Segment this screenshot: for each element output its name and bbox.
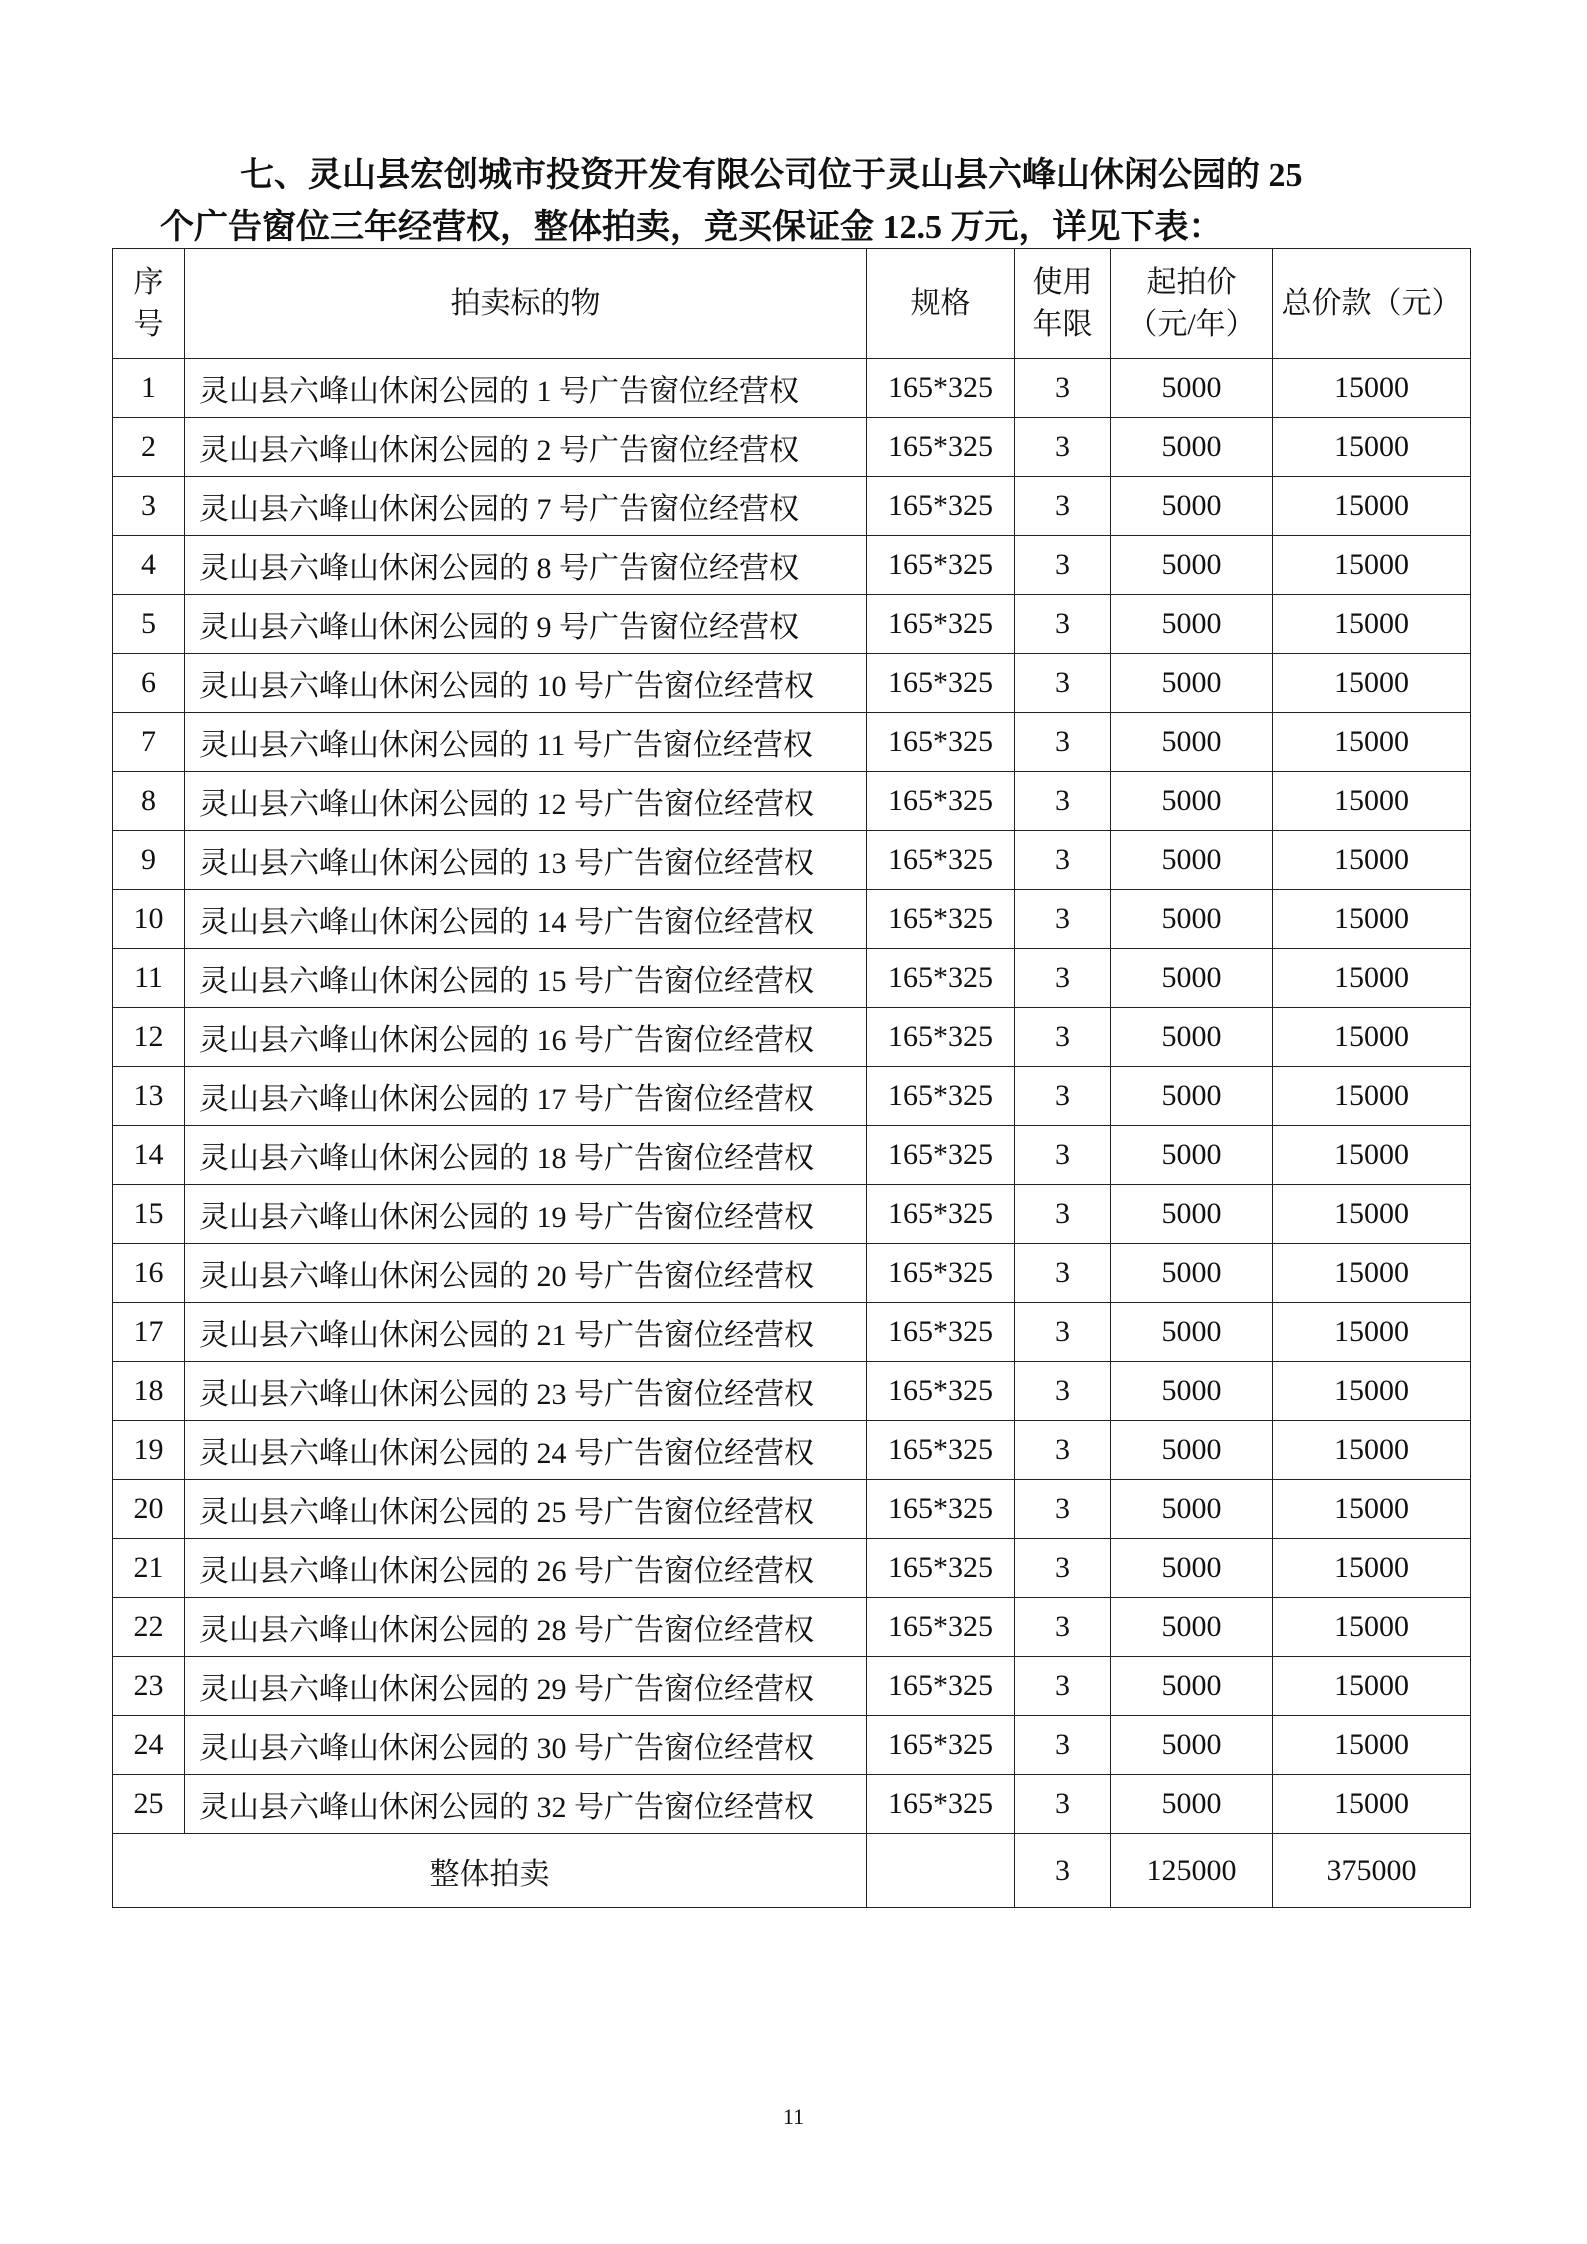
row-total: 15000 [1273, 890, 1471, 949]
row-price: 5000 [1111, 831, 1273, 890]
row-spec: 165*325 [867, 1421, 1015, 1480]
table-row [113, 1716, 1471, 1775]
row-spec: 165*325 [867, 1185, 1015, 1244]
row-no: 4 [113, 536, 185, 595]
table-row [113, 477, 1471, 536]
row-item: 灵山县六峰山休闲公园的 24 号广告窗位经营权 [185, 1421, 867, 1480]
header-item: 拍卖标的物 [185, 249, 867, 359]
row-spec: 165*325 [867, 1480, 1015, 1539]
row-total: 15000 [1273, 1716, 1471, 1775]
intro-paragraph [160, 150, 1460, 254]
row-item: 灵山县六峰山休闲公园的 25 号广告窗位经营权 [185, 1480, 867, 1539]
row-spec: 165*325 [867, 1008, 1015, 1067]
row-total: 15000 [1273, 1008, 1471, 1067]
row-price: 5000 [1111, 1362, 1273, 1421]
row-total: 15000 [1273, 1598, 1471, 1657]
row-years: 3 [1015, 595, 1111, 654]
row-spec: 165*325 [867, 418, 1015, 477]
row-no: 14 [113, 1126, 185, 1185]
row-years: 3 [1015, 1303, 1111, 1362]
summary-total: 375000 [1273, 1834, 1471, 1908]
row-spec: 165*325 [867, 1716, 1015, 1775]
row-years: 3 [1015, 1362, 1111, 1421]
header-no-line2: 号 [133, 307, 164, 341]
table-row [113, 1539, 1471, 1598]
row-years: 3 [1015, 654, 1111, 713]
row-price: 5000 [1111, 477, 1273, 536]
row-item: 灵山县六峰山休闲公园的 21 号广告窗位经营权 [185, 1303, 867, 1362]
header-no [113, 249, 185, 359]
table-row [113, 1657, 1471, 1716]
table-row [113, 713, 1471, 772]
row-item: 灵山县六峰山休闲公园的 32 号广告窗位经营权 [185, 1775, 867, 1834]
row-price: 5000 [1111, 1126, 1273, 1185]
row-no: 19 [113, 1421, 185, 1480]
row-total: 15000 [1273, 1362, 1471, 1421]
row-price: 5000 [1111, 1185, 1273, 1244]
table-row [113, 1775, 1471, 1834]
row-total: 15000 [1273, 1480, 1471, 1539]
row-total: 15000 [1273, 1421, 1471, 1480]
row-no: 24 [113, 1716, 185, 1775]
row-item: 灵山县六峰山休闲公园的 26 号广告窗位经营权 [185, 1539, 867, 1598]
row-years: 3 [1015, 713, 1111, 772]
row-no: 23 [113, 1657, 185, 1716]
row-spec: 165*325 [867, 1598, 1015, 1657]
row-price: 5000 [1111, 890, 1273, 949]
table-row [113, 1185, 1471, 1244]
row-total: 15000 [1273, 418, 1471, 477]
row-item: 灵山县六峰山休闲公园的 12 号广告窗位经营权 [185, 772, 867, 831]
row-price: 5000 [1111, 772, 1273, 831]
row-years: 3 [1015, 536, 1111, 595]
row-no: 21 [113, 1539, 185, 1598]
summary-years: 3 [1015, 1834, 1111, 1908]
row-spec: 165*325 [867, 536, 1015, 595]
table-header-row [113, 249, 1471, 359]
row-no: 7 [113, 713, 185, 772]
row-years: 3 [1015, 772, 1111, 831]
row-spec: 165*325 [867, 772, 1015, 831]
row-spec: 165*325 [867, 1126, 1015, 1185]
table-row [113, 1421, 1471, 1480]
row-years: 3 [1015, 890, 1111, 949]
row-no: 15 [113, 1185, 185, 1244]
row-spec: 165*325 [867, 713, 1015, 772]
table-row [113, 418, 1471, 477]
row-spec: 165*325 [867, 595, 1015, 654]
header-years [1015, 249, 1111, 359]
table-row [113, 1598, 1471, 1657]
row-total: 15000 [1273, 1303, 1471, 1362]
header-years-line2: 年限 [1032, 307, 1093, 341]
row-item: 灵山县六峰山休闲公园的 13 号广告窗位经营权 [185, 831, 867, 890]
row-total: 15000 [1273, 595, 1471, 654]
row-no: 25 [113, 1775, 185, 1834]
row-spec: 165*325 [867, 1539, 1015, 1598]
row-item: 灵山县六峰山休闲公园的 14 号广告窗位经营权 [185, 890, 867, 949]
table-row [113, 1362, 1471, 1421]
header-no-line1: 序 [133, 265, 164, 299]
row-no: 3 [113, 477, 185, 536]
row-item: 灵山县六峰山休闲公园的 1 号广告窗位经营权 [185, 359, 867, 418]
table-row [113, 1126, 1471, 1185]
row-years: 3 [1015, 477, 1111, 536]
row-total: 15000 [1273, 536, 1471, 595]
table-row [113, 536, 1471, 595]
row-total: 15000 [1273, 1775, 1471, 1834]
row-no: 1 [113, 359, 185, 418]
row-price: 5000 [1111, 1598, 1273, 1657]
row-item: 灵山县六峰山休闲公园的 2 号广告窗位经营权 [185, 418, 867, 477]
row-years: 3 [1015, 1598, 1111, 1657]
row-item: 灵山县六峰山休闲公园的 23 号广告窗位经营权 [185, 1362, 867, 1421]
table-row [113, 1067, 1471, 1126]
row-spec: 165*325 [867, 949, 1015, 1008]
row-item: 灵山县六峰山休闲公园的 28 号广告窗位经营权 [185, 1598, 867, 1657]
row-no: 5 [113, 595, 185, 654]
row-no: 22 [113, 1598, 185, 1657]
row-price: 5000 [1111, 1067, 1273, 1126]
row-years: 3 [1015, 359, 1111, 418]
row-no: 8 [113, 772, 185, 831]
header-spec: 规格 [867, 249, 1015, 359]
row-spec: 165*325 [867, 1067, 1015, 1126]
row-spec: 165*325 [867, 359, 1015, 418]
row-spec: 165*325 [867, 831, 1015, 890]
row-total: 15000 [1273, 1067, 1471, 1126]
row-years: 3 [1015, 1657, 1111, 1716]
row-total: 15000 [1273, 1657, 1471, 1716]
row-total: 15000 [1273, 1244, 1471, 1303]
table-row [113, 831, 1471, 890]
row-years: 3 [1015, 1244, 1111, 1303]
row-years: 3 [1015, 1421, 1111, 1480]
row-no: 9 [113, 831, 185, 890]
row-price: 5000 [1111, 1303, 1273, 1362]
row-price: 5000 [1111, 1657, 1273, 1716]
row-years: 3 [1015, 418, 1111, 477]
row-total: 15000 [1273, 831, 1471, 890]
row-years: 3 [1015, 1539, 1111, 1598]
row-total: 15000 [1273, 949, 1471, 1008]
table-row [113, 1244, 1471, 1303]
row-price: 5000 [1111, 1244, 1273, 1303]
row-total: 15000 [1273, 654, 1471, 713]
row-price: 5000 [1111, 949, 1273, 1008]
row-no: 16 [113, 1244, 185, 1303]
row-years: 3 [1015, 831, 1111, 890]
row-no: 2 [113, 418, 185, 477]
intro-line-2: 个广告窗位三年经营权，整体拍卖，竞买保证金 12.5 万元，详见下表： [160, 209, 1223, 246]
row-spec: 165*325 [867, 890, 1015, 949]
row-item: 灵山县六峰山休闲公园的 16 号广告窗位经营权 [185, 1008, 867, 1067]
row-no: 12 [113, 1008, 185, 1067]
row-years: 3 [1015, 1067, 1111, 1126]
row-total: 15000 [1273, 359, 1471, 418]
row-spec: 165*325 [867, 1244, 1015, 1303]
header-years-line1: 使用 [1032, 265, 1093, 299]
row-spec: 165*325 [867, 1303, 1015, 1362]
header-price-line2: （元/年） [1127, 307, 1256, 341]
row-price: 5000 [1111, 1539, 1273, 1598]
row-no: 6 [113, 654, 185, 713]
row-item: 灵山县六峰山休闲公园的 11 号广告窗位经营权 [185, 713, 867, 772]
row-no: 17 [113, 1303, 185, 1362]
row-years: 3 [1015, 1775, 1111, 1834]
row-no: 10 [113, 890, 185, 949]
table-row [113, 595, 1471, 654]
row-spec: 165*325 [867, 477, 1015, 536]
row-price: 5000 [1111, 536, 1273, 595]
header-price [1111, 249, 1273, 359]
row-price: 5000 [1111, 1716, 1273, 1775]
row-price: 5000 [1111, 418, 1273, 477]
row-years: 3 [1015, 1480, 1111, 1539]
summary-row [113, 1834, 1471, 1908]
row-item: 灵山县六峰山休闲公园的 17 号广告窗位经营权 [185, 1067, 867, 1126]
summary-spec [867, 1834, 1015, 1908]
row-no: 20 [113, 1480, 185, 1539]
row-years: 3 [1015, 1126, 1111, 1185]
row-total: 15000 [1273, 772, 1471, 831]
row-price: 5000 [1111, 1775, 1273, 1834]
summary-label: 整体拍卖 [113, 1834, 867, 1908]
row-years: 3 [1015, 1716, 1111, 1775]
row-item: 灵山县六峰山休闲公园的 9 号广告窗位经营权 [185, 595, 867, 654]
table-row [113, 654, 1471, 713]
table-row [113, 890, 1471, 949]
row-no: 18 [113, 1362, 185, 1421]
row-price: 5000 [1111, 654, 1273, 713]
table-row [113, 1303, 1471, 1362]
row-no: 13 [113, 1067, 185, 1126]
row-years: 3 [1015, 1008, 1111, 1067]
summary-price: 125000 [1111, 1834, 1273, 1908]
row-item: 灵山县六峰山休闲公园的 20 号广告窗位经营权 [185, 1244, 867, 1303]
row-total: 15000 [1273, 477, 1471, 536]
intro-line-1: 七、灵山县宏创城市投资开发有限公司位于灵山县六峰山休闲公园的 25 [240, 157, 1303, 194]
row-spec: 165*325 [867, 654, 1015, 713]
row-spec: 165*325 [867, 1362, 1015, 1421]
row-spec: 165*325 [867, 1657, 1015, 1716]
page-number: 11 [782, 2104, 805, 2129]
row-item: 灵山县六峰山休闲公园的 15 号广告窗位经营权 [185, 949, 867, 1008]
row-item: 灵山县六峰山休闲公园的 8 号广告窗位经营权 [185, 536, 867, 595]
row-item: 灵山县六峰山休闲公园的 18 号广告窗位经营权 [185, 1126, 867, 1185]
header-price-line1: 起拍价 [1146, 265, 1237, 299]
row-total: 15000 [1273, 1539, 1471, 1598]
row-price: 5000 [1111, 1480, 1273, 1539]
row-spec: 165*325 [867, 1775, 1015, 1834]
row-price: 5000 [1111, 1008, 1273, 1067]
row-total: 15000 [1273, 1126, 1471, 1185]
table-row [113, 1480, 1471, 1539]
row-years: 3 [1015, 949, 1111, 1008]
row-item: 灵山县六峰山休闲公园的 29 号广告窗位经营权 [185, 1657, 867, 1716]
table-row [113, 949, 1471, 1008]
table-row [113, 1008, 1471, 1067]
row-price: 5000 [1111, 1421, 1273, 1480]
row-item: 灵山县六峰山休闲公园的 10 号广告窗位经营权 [185, 654, 867, 713]
row-item: 灵山县六峰山休闲公园的 19 号广告窗位经营权 [185, 1185, 867, 1244]
header-total: 总价款（元） [1273, 249, 1471, 359]
row-price: 5000 [1111, 595, 1273, 654]
table-row [113, 772, 1471, 831]
row-total: 15000 [1273, 1185, 1471, 1244]
row-price: 5000 [1111, 359, 1273, 418]
row-item: 灵山县六峰山休闲公园的 30 号广告窗位经营权 [185, 1716, 867, 1775]
row-no: 11 [113, 949, 185, 1008]
row-years: 3 [1015, 1185, 1111, 1244]
table-row [113, 359, 1471, 418]
auction-table [112, 248, 1471, 1908]
row-total: 15000 [1273, 713, 1471, 772]
row-item: 灵山县六峰山休闲公园的 7 号广告窗位经营权 [185, 477, 867, 536]
row-price: 5000 [1111, 713, 1273, 772]
